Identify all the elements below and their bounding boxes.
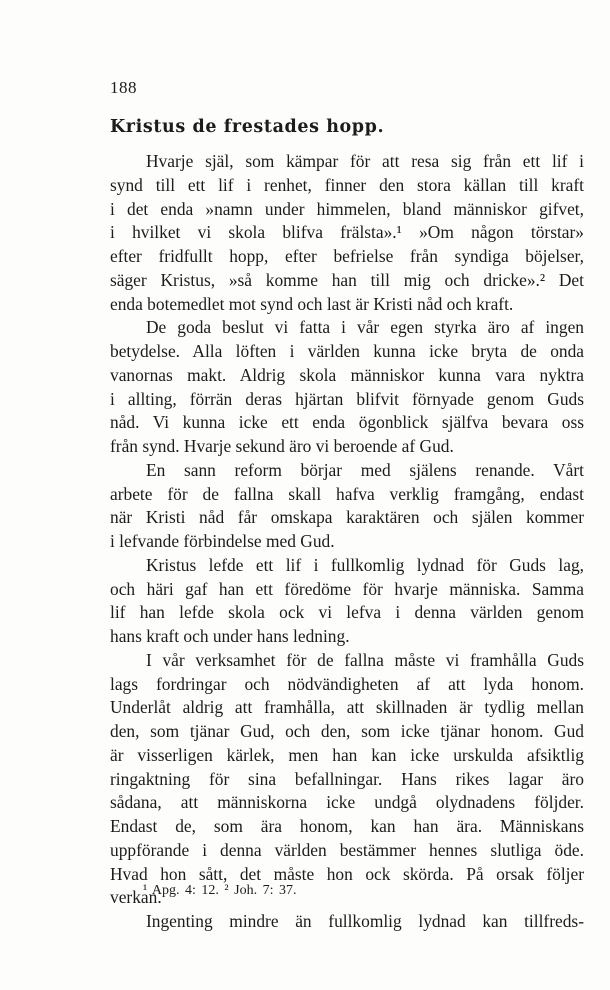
text-line: i det enda »namn under himmelen, bland människor gifvet,	[110, 198, 584, 219]
text-line: Hvad hon sått, det måste hon ock skörda. På orsak följer	[110, 863, 584, 884]
text-line: sådana, att människorna icke undgå olydnadens följder.	[110, 792, 584, 813]
text-line: synd till ett lif i renhet, finner den stora källan till kraft	[110, 174, 584, 195]
text-line: Endast de, som ära honom, kan han ära. Människans	[110, 816, 584, 836]
section-heading: Kristus de frestades hopp.	[110, 117, 385, 137]
text-line: Ingenting mindre än fullkomlig lydnad kan tillfreds-	[146, 911, 584, 931]
text-line: när Kristi nåd får omskapa karaktären och själen kommer	[110, 507, 584, 528]
text-line: betydelse. Alla löften i världen kunna icke bryta de onda	[110, 341, 584, 361]
text-line: enda botemedlet mot synd och last är Kristi nåd och kraft.	[110, 293, 514, 314]
text-line: vanornas makt. Aldrig skola människor kunna vara nyktra	[110, 364, 584, 385]
text-line: från synd. Hvarje sekund äro vi beroende af Gud.	[110, 436, 454, 456]
footnotes: ¹ Apg. 4: 12. ² Joh. 7: 37.	[143, 883, 297, 898]
text-line: nåd. Vi kunna icke ett enda ögonblick själfva bevara oss	[110, 412, 584, 433]
text-line: arbete för de fallna skall hafva verklig framgång, endast	[110, 483, 584, 504]
page-number: 188	[110, 78, 137, 97]
text-line: i hvilket vi skola blifva frälsta».¹ »Om någon törstar»	[110, 222, 584, 243]
text-line: uppförande i denna världen bestämmer hennes slutliga öde.	[110, 839, 584, 860]
text-line: lags fordringar och nödvändigheten af att lyda honom.	[110, 673, 584, 694]
text-line: De goda beslut vi fatta i vår egen styrka äro af ingen	[146, 317, 584, 338]
text-line: En sann reform börjar med själens renande. Vårt	[146, 459, 584, 480]
text-line: ringaktning för sina befallningar. Hans rikes lagar äro	[110, 768, 584, 789]
text-line: Hvarje själ, som kämpar för att resa sig från ett lif i	[146, 151, 584, 171]
text-line: är visserligen kärlek, men han kan icke urskulda afsiktlig	[110, 744, 584, 765]
text-line: lif han lefde skola ock vi lefva i denna världen genom	[110, 602, 584, 623]
text-line: verkan.	[110, 887, 162, 908]
text-line: och häri gaf han ett föredöme för hvarje människa. Samma	[110, 578, 584, 599]
text-line: Underlåt aldrig att framhålla, att skillnaden är tydlig mellan	[110, 697, 584, 718]
text-line: Kristus lefde ett lif i fullkomlig lydnad för Guds lag,	[146, 554, 584, 575]
text-line: säger Kristus, »så komme han till mig och dricke».² Det	[110, 269, 584, 290]
body-text	[110, 150, 584, 934]
text-line: i lefvande förbindelse med Gud.	[110, 531, 335, 551]
text-line: hans kraft och under hans ledning.	[110, 626, 350, 646]
text-line: efter fridfullt hopp, efter befrielse från syndiga böjelser,	[110, 246, 584, 266]
text-line: I vår verksamhet för de fallna måste vi framhålla Guds	[146, 649, 584, 670]
text-line: i allting, förrän deras hjärtan blifvit förnyade genom Guds	[110, 388, 584, 409]
text-line: den, som tjänar Gud, och den, som icke tjänar honom. Gud	[110, 721, 584, 741]
